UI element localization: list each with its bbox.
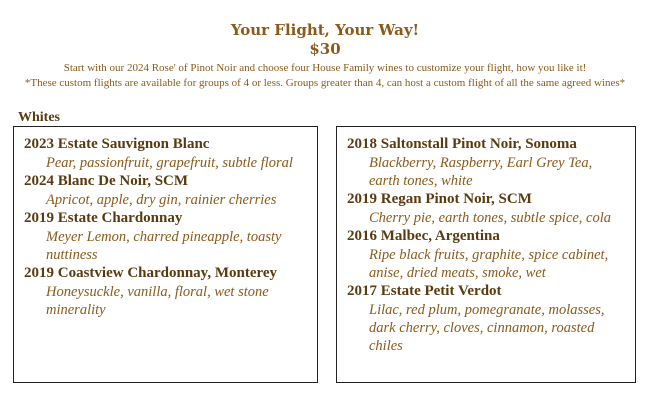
wine-notes: Ripe black fruits, graphite, spice cabinet, anise, dried meats, smoke, wet	[369, 247, 609, 281]
wine-name: 2019 Coastview Chardonnay, Monterey	[24, 265, 278, 281]
section-label-whites: Whites	[18, 110, 60, 125]
intro-text: Start with our 2024 Rose' of Pinot Noir and choose four House Family wines to customize your flight, how you like it!	[63, 62, 587, 74]
flight-price: $30	[309, 40, 341, 58]
wine-notes: Meyer Lemon, charred pineapple, toasty nuttiness	[46, 229, 282, 263]
wine-notes: Cherry pie, earth tones, subtle spice, cola	[369, 210, 612, 226]
group-note: *These custom flights are available for groups of 4 or less. Groups greater than 4, can host a custom flight of all the same agreed wines*	[24, 77, 626, 89]
wine-notes: Lilac, red plum, pomegranate, molasses, dark cherry, cloves, cinnamon, roasted chiles	[369, 302, 605, 354]
wine-entry	[347, 135, 625, 190]
wine-name: 2018 Saltonstall Pinot Noir, Sonoma	[347, 136, 577, 152]
wine-name: 2019 Estate Chardonnay	[24, 210, 183, 226]
reds-panel	[336, 126, 636, 383]
whites-panel	[13, 126, 318, 383]
wine-notes: Apricot, apple, dry gin, rainier cherries	[46, 192, 277, 208]
wine-entry	[347, 227, 625, 282]
wine-name: 2019 Regan Pinot Noir, SCM	[347, 191, 532, 207]
page-title: Your Flight, Your Way!	[230, 21, 420, 39]
wine-entry	[24, 264, 307, 319]
wine-notes: Blackberry, Raspberry, Earl Grey Tea, earth tones, white	[369, 155, 593, 189]
wine-name: 2023 Estate Sauvignon Blanc	[24, 136, 210, 152]
wine-entry	[24, 209, 307, 264]
wine-entry	[347, 282, 625, 355]
wine-name: 2024 Blanc De Noir, SCM	[24, 173, 189, 189]
wine-entry	[24, 135, 307, 172]
wine-entry	[24, 172, 307, 209]
wine-entry	[347, 190, 625, 227]
wine-name: 2017 Estate Petit Verdot	[347, 283, 502, 299]
wine-notes: Pear, passionfruit, grapefruit, subtle floral	[46, 155, 293, 171]
wine-notes: Honeysuckle, vanilla, floral, wet stone minerality	[46, 284, 269, 318]
wine-name: 2016 Malbec, Argentina	[347, 228, 500, 244]
